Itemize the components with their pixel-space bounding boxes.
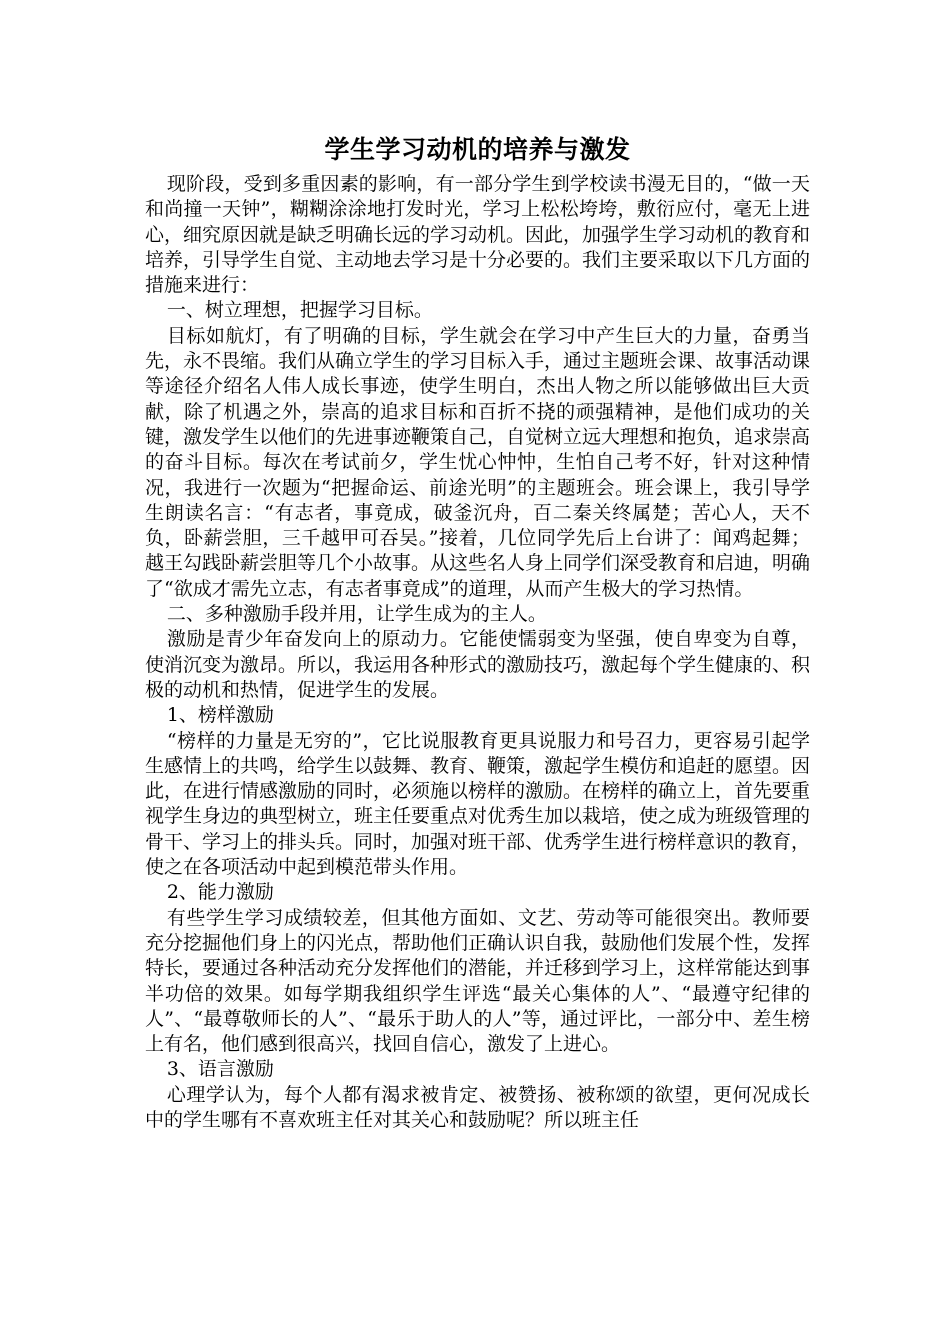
heading-section-2: 二、多种激励手段并用，让学生成为的主人。	[166, 603, 547, 626]
paragraph-ability: 有些学生学习成绩较差，但其他方面如、文艺、劳动等可能很突出。教师要充分挖掘他们身上的闪光点，帮助他们正确认识自我，鼓励他们发展个性，发挥特长，要通过各种活动充分发挥他们的潜能，并迁移到学习上，这样常能达到事半功倍的效果。如每学期我组织学生评选“最关心集体的人”、“最遵守纪律的人”、“最尊敬师长的人”、“最乐于助人的人”等，通过评比，一部分中、差生榜上有名，他们感到很高兴，找回自信心，激发了上进心。	[145, 906, 811, 1056]
heading-role-model: 1、榜样激励	[166, 704, 274, 727]
heading-section-1: 一、树立理想，把握学习目标。	[166, 299, 433, 322]
paragraph-intro: 现阶段，受到多重因素的影响，有一部分学生到学校读书漫无目的，“做一天和尚撞一天钟”，糊糊涂涂地打发时光，学习上松松垮垮，敷衍应付，毫无上进心，细究原因就是缺乏明确长远的学习动机。因此，加强学生学习动机的教育和培养，引导学生自觉、主动地去学习是十分必要的。我们主要采取以下几方面的措施来进行：	[145, 173, 811, 297]
document-page	[145, 128, 810, 1133]
paragraph-language: 心理学认为，每个人都有渴求被肯定、被赞扬、被称颂的欲望，更何况成长中的学生哪有不喜欢班主任对其关心和鼓励呢？所以班主任	[145, 1083, 810, 1131]
document-title: 学生学习动机的培养与激发	[324, 135, 631, 164]
paragraph-role-model: “榜样的力量是无穷的”，它比说服教育更具说服力和号召力，更容易引起学生感情上的共鸣，给学生以鼓舞、教育、鞭策，激起学生模仿和追赶的愿望。因此，在进行情感激励的同时，必须施以榜样的激励。在榜样的确立上，首先要重视学生身边的典型树立，班主任要重点对优秀生加以栽培，使之成为班级管理的骨干、学习上的排头兵。同时，加强对班干部、优秀学生进行榜样意识的教育，使之在各项活动中起到模范带头作用。	[145, 729, 811, 879]
paragraph-motivation: 激励是青少年奋发向上的原动力。它能使懦弱变为坚强，使自卑变为自尊，使消沉变为激昂。所以，我运用各种形式的激励技巧，激起每个学生健康的、积极的动机和热情，促进学生的发展。	[145, 628, 811, 701]
heading-ability: 2、能力激励	[166, 881, 274, 904]
paragraph-goal: 目标如航灯，有了明确的目标，学生就会在学习中产生巨大的力量，奋勇当先，永不畏缩。我们从确立学生的学习目标入手，通过主题班会课、故事活动课等途径介绍名人伟人成长事迹，使学生明白，杰出人物之所以能够做出巨大贡献，除了机遇之外，崇高的追求目标和百折不挠的顽强精神，是他们成功的关键，激发学生以他们的先进事迹鞭策自己，自觉树立远大理想和抱负，追求崇高的奋斗目标。每次在考试前夕，学生忧心忡忡，生怕自己考不好，针对这种情况，我进行一次题为“把握命运、前途光明”的主题班会。班会课上，我引导学生朗读名言：“有志者，事竟成，破釜沉舟，百二秦关终属楚；苦心人，天不负，卧薪尝胆，三千越甲可吞吴。”接着，几位同学先后上台讲了：闻鸡起舞；越王勾践卧薪尝胆等几个小故事。从这些名人身上同学们深受教育和启迪，明确了“欲成才需先立志，有志者事竟成”的道理，从而产生极大的学习热情。	[145, 324, 811, 600]
heading-language: 3、语言激励	[166, 1058, 274, 1081]
